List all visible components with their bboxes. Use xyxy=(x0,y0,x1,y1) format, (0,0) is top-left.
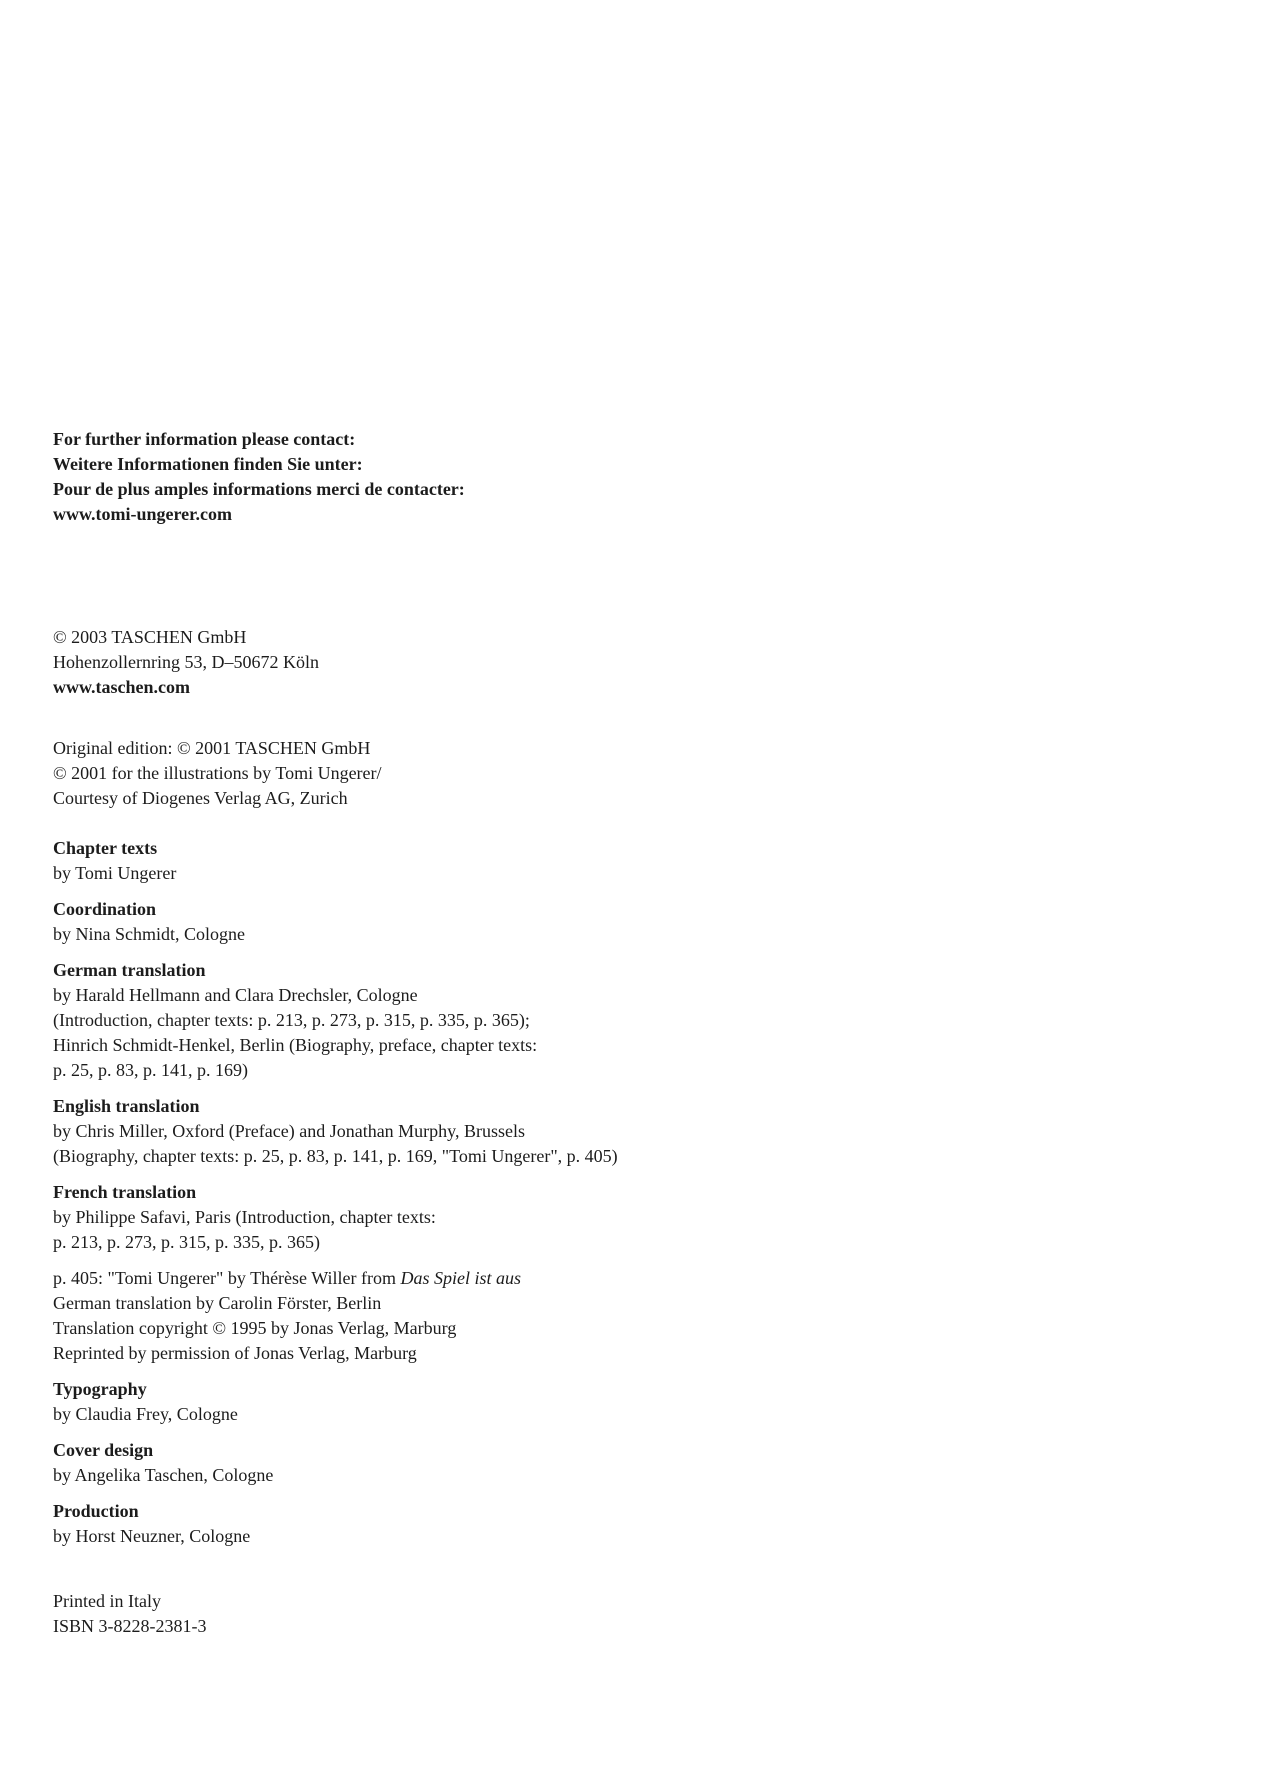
credit-french-translation xyxy=(53,1180,853,1255)
credit-heading: English translation xyxy=(53,1096,200,1116)
publisher-copyright: © 2003 TASCHEN GmbH xyxy=(53,627,247,647)
willer-source-block xyxy=(53,1266,853,1366)
courtesy-line: Courtesy of Diogenes Verlag AG, Zurich xyxy=(53,788,348,808)
credit-heading: Chapter texts xyxy=(53,838,158,858)
willer-line: German translation by Carolin Förster, Berlin xyxy=(53,1293,382,1313)
publisher-block xyxy=(53,625,853,700)
credit-heading: Coordination xyxy=(53,899,157,919)
contact-line-fr: Pour de plus amples informations merci de contacter: xyxy=(53,479,465,499)
credit-line: by Claudia Frey, Cologne xyxy=(53,1404,238,1424)
credit-line: Hinrich Schmidt-Henkel, Berlin (Biography, preface, chapter texts: xyxy=(53,1035,538,1055)
credit-german-translation xyxy=(53,958,853,1083)
publisher-address: Hohenzollernring 53, D–50672 Köln xyxy=(53,652,319,672)
credit-line: by Horst Neuzner, Cologne xyxy=(53,1526,251,1546)
credit-line: p. 25, p. 83, p. 141, p. 169) xyxy=(53,1060,248,1080)
credit-heading: Typography xyxy=(53,1379,147,1399)
contact-website-link[interactable]: www.tomi-ungerer.com xyxy=(53,504,232,524)
credit-line: by Harald Hellmann and Clara Drechsler, Cologne xyxy=(53,985,418,1005)
willer-source-prefix: p. 405: "Tomi Ungerer" by Thérèse Willer from xyxy=(53,1268,401,1288)
isbn-line: ISBN 3-8228-2381-3 xyxy=(53,1616,207,1636)
credit-production xyxy=(53,1499,853,1549)
credit-heading: Cover design xyxy=(53,1440,154,1460)
willer-line: Reprinted by permission of Jonas Verlag, Marburg xyxy=(53,1343,417,1363)
credit-line: by Tomi Ungerer xyxy=(53,863,177,883)
credit-typography xyxy=(53,1377,853,1427)
credit-line: by Nina Schmidt, Cologne xyxy=(53,924,245,944)
credits-block xyxy=(53,836,853,1560)
contact-line-de: Weitere Informationen finden Sie unter: xyxy=(53,454,363,474)
credit-heading: French translation xyxy=(53,1182,197,1202)
credit-chapter-texts xyxy=(53,836,853,886)
credit-line: (Introduction, chapter texts: p. 213, p. 273, p. 315, p. 335, p. 365); xyxy=(53,1010,530,1030)
illustrations-copyright-line: © 2001 for the illustrations by Tomi Ungerer/ xyxy=(53,763,382,783)
credit-coordination xyxy=(53,897,853,947)
contact-block xyxy=(53,427,853,527)
credit-line: (Biography, chapter texts: p. 25, p. 83, p. 141, p. 169, "Tomi Ungerer", p. 405) xyxy=(53,1146,618,1166)
credit-line: by Angelika Taschen, Cologne xyxy=(53,1465,274,1485)
willer-book-title: Das Spiel ist aus xyxy=(400,1268,521,1288)
credit-heading: German translation xyxy=(53,960,206,980)
credit-cover-design xyxy=(53,1438,853,1488)
imprint-block xyxy=(53,1589,853,1639)
contact-line-en: For further information please contact: xyxy=(53,429,356,449)
credit-line: by Philippe Safavi, Paris (Introduction, chapter texts: xyxy=(53,1207,436,1227)
printed-in-line: Printed in Italy xyxy=(53,1591,161,1611)
credit-line: by Chris Miller, Oxford (Preface) and Jonathan Murphy, Brussels xyxy=(53,1121,526,1141)
willer-line: Translation copyright © 1995 by Jonas Verlag, Marburg xyxy=(53,1318,457,1338)
original-edition-block xyxy=(53,736,853,811)
credit-heading: Production xyxy=(53,1501,139,1521)
original-edition-line: Original edition: © 2001 TASCHEN GmbH xyxy=(53,738,371,758)
credit-line: p. 213, p. 273, p. 315, p. 335, p. 365) xyxy=(53,1232,320,1252)
publisher-website-link[interactable]: www.taschen.com xyxy=(53,677,190,697)
willer-source-line xyxy=(53,1266,853,1291)
credit-english-translation xyxy=(53,1094,853,1169)
